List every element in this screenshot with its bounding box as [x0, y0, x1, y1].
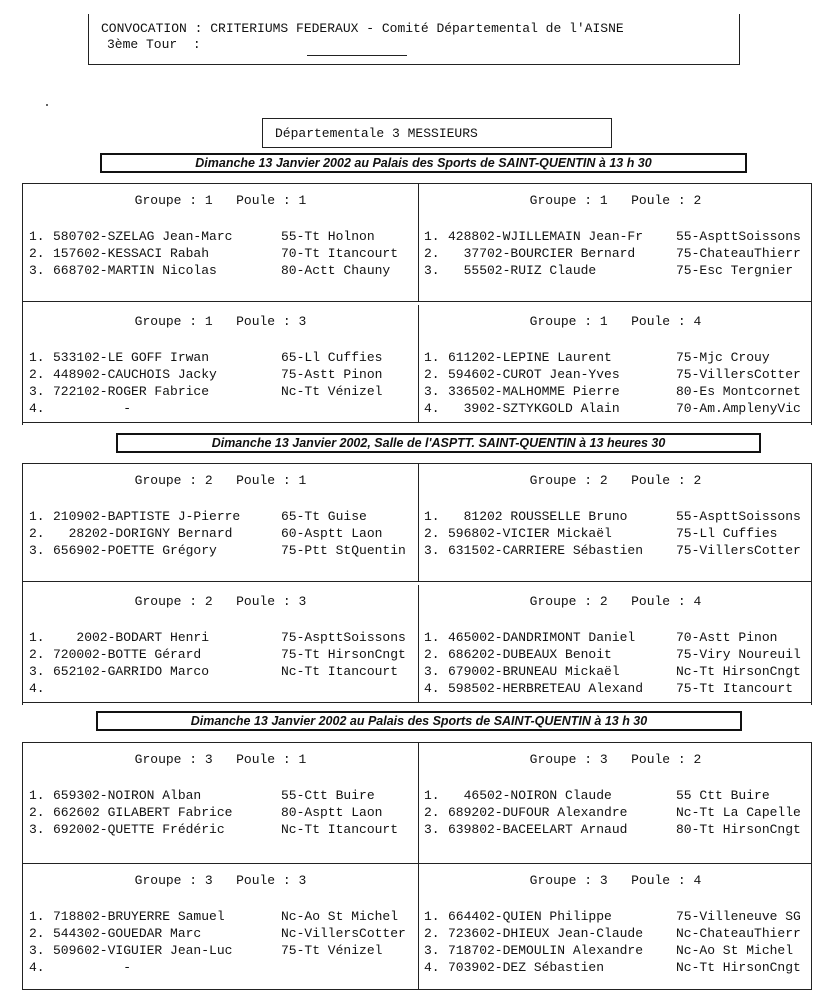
player-club: 75-Viry Noureuil [676, 647, 801, 662]
player-number: 2. [424, 246, 440, 261]
player-number: 3. [29, 943, 45, 958]
poule-row [23, 743, 811, 864]
venue-banner: Dimanche 13 Janvier 2002 au Palais des Sports de SAINT-QUENTIN à 13 h 30 [100, 153, 747, 173]
player-name: 3902-SZTYKGOLD Alain [448, 401, 620, 416]
player-club [281, 680, 418, 697]
player-entry [29, 821, 418, 838]
player-name: 664402-QUIEN Philippe [448, 909, 612, 924]
player-entry [29, 629, 418, 646]
player-club: 75-Astt Pinon [281, 367, 383, 382]
division-title-box [262, 118, 612, 148]
player-entry [424, 262, 813, 279]
player-entry [29, 262, 418, 279]
player-number: 1. [424, 909, 440, 924]
player-club: 60-Asptt Laon [281, 526, 383, 541]
player-entry [424, 383, 813, 400]
player-name: 668702-MARTIN Nicolas [53, 263, 217, 278]
player-club: Nc-VillersCotter [281, 926, 406, 941]
player-name: 28202-DORIGNY Bernard [53, 526, 233, 541]
player-name: - [53, 401, 132, 416]
player-list [29, 908, 418, 976]
group-section [22, 183, 812, 425]
player-entry [424, 821, 813, 838]
player-number: 1. [29, 350, 45, 365]
player-name: - [53, 960, 132, 975]
poule-row [23, 864, 811, 990]
player-club: Nc-Tt HirsonCngt [676, 960, 801, 975]
player-number: 2. [424, 647, 440, 662]
poule-block [23, 864, 418, 982]
poule-title: Groupe : 3 Poule : 3 [134, 873, 307, 888]
group-section [22, 742, 812, 990]
player-entry [424, 525, 813, 542]
player-number: 1. [424, 229, 440, 244]
scan-mark [46, 104, 48, 106]
player-number: 3. [424, 943, 440, 958]
player-name [53, 680, 281, 697]
group-section [22, 463, 812, 705]
venue-banner: Dimanche 13 Janvier 2002, Salle de l'ASPTT. SAINT-QUENTIN à 13 heures 30 [116, 433, 761, 453]
player-club: 75-VillersCotter [676, 367, 801, 382]
poule-title: Groupe : 2 Poule : 1 [134, 473, 307, 488]
poule-block [418, 585, 813, 703]
player-number: 2. [29, 647, 45, 662]
player-entry [29, 366, 418, 383]
convocation-title: CONVOCATION : CRITERIUMS FEDERAUX - Comité Départemental de l'AISNE [101, 21, 624, 36]
player-entry [29, 680, 418, 697]
poule-title: Groupe : 3 Poule : 1 [134, 752, 307, 767]
player-number: 2. [424, 926, 440, 941]
poule-row [23, 464, 811, 582]
player-number: 2. [424, 526, 440, 541]
poule-title: Groupe : 2 Poule : 2 [529, 473, 702, 488]
player-number: 3. [424, 384, 440, 399]
poule-block [418, 305, 813, 423]
player-club: 55-Tt Holnon [281, 229, 375, 244]
player-club: 75-Ptt StQuentin [281, 543, 406, 558]
player-club: 75-Esc Tergnier [676, 263, 794, 278]
player-name: 722102-ROGER Fabrice [53, 384, 210, 399]
player-club: 75-Tt Vénizel [281, 943, 383, 958]
player-club: Nc-Tt HirsonCngt [676, 664, 801, 679]
poule-title: Groupe : 1 Poule : 1 [134, 193, 307, 208]
player-number: 3. [29, 543, 45, 558]
player-name: 703902-DEZ Sébastien [448, 960, 605, 975]
player-number: 3. [424, 543, 440, 558]
player-club: 75-Mjc Crouy [676, 350, 770, 365]
player-club: Nc-Ao St Michel [676, 943, 794, 958]
player-name: 720002-BOTTE Gérard [53, 647, 202, 662]
player-entry [29, 959, 418, 976]
poule-row [23, 305, 811, 423]
player-number: 4. [424, 401, 440, 416]
poule-block [418, 864, 813, 982]
player-number: 3. [29, 384, 45, 399]
player-club: 80-Actt Chauny [281, 263, 391, 278]
poule-block [418, 743, 813, 861]
player-entry [424, 804, 813, 821]
player-club: 75-Tt HirsonCngt [281, 647, 406, 662]
player-entry [424, 646, 813, 663]
player-club: Nc-Tt Itancourt [281, 664, 399, 679]
player-club: Nc-Ao St Michel [281, 909, 399, 924]
player-club: Nc-Tt La Capelle [676, 805, 801, 820]
poule-title: Groupe : 1 Poule : 3 [134, 314, 307, 329]
player-number: 3. [424, 664, 440, 679]
player-list [29, 508, 418, 559]
player-club: 70-Tt Itancourt [281, 246, 399, 261]
player-name: 659302-NOIRON Alban [53, 788, 202, 803]
player-list [29, 629, 418, 697]
player-club: 80-Es Montcornet [676, 384, 801, 399]
player-number: 1. [29, 788, 45, 803]
player-name: 686202-DUBEAUX Benoit [448, 647, 612, 662]
player-entry [29, 383, 418, 400]
player-number: 1. [29, 229, 45, 244]
player-name: 533102-LE GOFF Irwan [53, 350, 210, 365]
player-number: 2. [29, 246, 45, 261]
player-number: 4. [29, 401, 45, 416]
player-entry [424, 925, 813, 942]
player-name: 580702-SZELAG Jean-Marc [53, 229, 233, 244]
player-club: Nc-Tt Itancourt [281, 822, 399, 837]
poule-block [23, 464, 418, 582]
player-number: 1. [424, 509, 440, 524]
player-entry [29, 804, 418, 821]
player-club: 75-AspttSoissons [281, 630, 406, 645]
player-list [29, 228, 418, 279]
player-name: 718802-BRUYERRE Samuel [53, 909, 225, 924]
poule-title: Groupe : 1 Poule : 2 [529, 193, 702, 208]
poule-block [23, 585, 418, 703]
player-number: 1. [424, 788, 440, 803]
player-number: 4. [424, 960, 440, 975]
player-number: 3. [424, 263, 440, 278]
player-club: 75-Ll Cuffies [676, 526, 778, 541]
poule-title: Groupe : 3 Poule : 2 [529, 752, 702, 767]
player-entry [424, 228, 813, 245]
player-name: 336502-MALHOMME Pierre [448, 384, 620, 399]
player-entry [424, 508, 813, 525]
player-entry [424, 942, 813, 959]
player-name: 55502-RUIZ Claude [448, 263, 597, 278]
player-entry [29, 908, 418, 925]
player-name: 594602-CUROT Jean-Yves [448, 367, 620, 382]
player-club: 55-Ctt Buire [281, 788, 375, 803]
player-name: 46502-NOIRON Claude [448, 788, 612, 803]
player-number: 4. [424, 681, 440, 696]
player-club: 55 Ctt Buire [676, 788, 770, 803]
player-number: 2. [424, 367, 440, 382]
player-entry [29, 508, 418, 525]
player-entry [424, 245, 813, 262]
player-entry [29, 525, 418, 542]
player-club: 80-Tt HirsonCngt [676, 822, 801, 837]
player-number: 1. [424, 350, 440, 365]
player-name: 718702-DEMOULIN Alexandre [448, 943, 644, 958]
player-list [424, 908, 813, 976]
player-number: 4. [29, 681, 45, 696]
division-title: Départementale 3 MESSIEURS [275, 126, 478, 141]
convocation-header [88, 14, 740, 65]
player-club: 70-Am.AmplenyVic [676, 401, 801, 416]
player-entry [424, 542, 813, 559]
player-entry [29, 245, 418, 262]
poule-block [418, 184, 813, 302]
player-entry [424, 787, 813, 804]
player-name: 631502-CARRIERE Sébastien [448, 543, 644, 558]
player-number: 3. [29, 263, 45, 278]
poule-block [23, 305, 418, 423]
player-club: 80-Asptt Laon [281, 805, 383, 820]
player-name: 598502-HERBRETEAU Alexand [448, 681, 644, 696]
player-entry [29, 663, 418, 680]
player-name: 448902-CAUCHOIS Jacky [53, 367, 217, 382]
player-entry [424, 349, 813, 366]
player-name: 81202 ROUSSELLE Bruno [448, 509, 628, 524]
tour-underline [307, 55, 407, 56]
player-number: 1. [424, 630, 440, 645]
player-name: 611202-LEPINE Laurent [448, 350, 612, 365]
poule-block [418, 464, 813, 582]
player-number: 3. [29, 822, 45, 837]
player-number: 2. [29, 526, 45, 541]
player-number: 2. [424, 805, 440, 820]
player-entry [29, 787, 418, 804]
player-entry [29, 228, 418, 245]
poule-block [23, 743, 418, 861]
player-name: 679002-BRUNEAU Mickaël [448, 664, 620, 679]
player-club [281, 400, 418, 417]
poule-row [23, 184, 811, 302]
player-list [424, 349, 813, 417]
player-name: 210902-BAPTISTE J-Pierre [53, 509, 241, 524]
player-name: 596802-VICIER Mickaël [448, 526, 612, 541]
player-entry [29, 542, 418, 559]
player-entry [29, 349, 418, 366]
poule-title: Groupe : 3 Poule : 4 [529, 873, 702, 888]
player-entry [424, 663, 813, 680]
poule-title: Groupe : 2 Poule : 3 [134, 594, 307, 609]
player-club: 65-Ll Cuffies [281, 350, 383, 365]
poule-title: Groupe : 1 Poule : 4 [529, 314, 702, 329]
player-number: 1. [29, 630, 45, 645]
player-club: Nc-ChateauThierr [676, 926, 801, 941]
player-entry [424, 366, 813, 383]
player-name: 656902-POETTE Grégory [53, 543, 217, 558]
player-list [424, 508, 813, 559]
player-number: 4. [29, 960, 45, 975]
player-entry [424, 629, 813, 646]
venue-banner: Dimanche 13 Janvier 2002 au Palais des Sports de SAINT-QUENTIN à 13 h 30 [96, 711, 742, 731]
tour-label: 3ème Tour : [107, 37, 201, 52]
player-name: 662602 GILABERT Fabrice [53, 805, 233, 820]
player-number: 3. [424, 822, 440, 837]
player-club: 75-Tt Itancourt [676, 681, 794, 696]
player-list [424, 787, 813, 838]
player-list [424, 629, 813, 697]
player-list [424, 228, 813, 279]
poule-title: Groupe : 2 Poule : 4 [529, 594, 702, 609]
player-entry [29, 646, 418, 663]
poule-row [23, 585, 811, 703]
player-number: 2. [29, 367, 45, 382]
player-name: 652102-GARRIDO Marco [53, 664, 210, 679]
player-name: 157602-KESSACI Rabah [53, 246, 210, 261]
player-entry [29, 925, 418, 942]
player-number: 3. [29, 664, 45, 679]
player-entry [29, 942, 418, 959]
player-name: 689202-DUFOUR Alexandre [448, 805, 628, 820]
poule-block [23, 184, 418, 302]
player-number: 2. [29, 926, 45, 941]
player-name: 639802-BACEELART Arnaud [448, 822, 628, 837]
player-entry [424, 680, 813, 697]
player-name: 544302-GOUEDAR Marc [53, 926, 202, 941]
player-club: Nc-Tt Vénizel [281, 384, 383, 399]
player-entry [424, 400, 813, 417]
player-name: 723602-DHIEUX Jean-Claude [448, 926, 644, 941]
player-club: 55-AspttSoissons [676, 229, 801, 244]
player-number: 1. [29, 909, 45, 924]
player-name: 37702-BOURCIER Bernard [448, 246, 636, 261]
player-list [29, 349, 418, 417]
player-list [29, 787, 418, 838]
player-club: 75-VillersCotter [676, 543, 801, 558]
player-club: 75-Villeneuve SG [676, 909, 801, 924]
player-club: 70-Astt Pinon [676, 630, 778, 645]
player-club [281, 959, 418, 976]
player-entry [424, 908, 813, 925]
player-name: 509602-VIGUIER Jean-Luc [53, 943, 233, 958]
player-number: 1. [29, 509, 45, 524]
player-name: 465002-DANDRIMONT Daniel [448, 630, 636, 645]
player-club: 75-ChateauThierr [676, 246, 801, 261]
player-name: 428802-WJILLEMAIN Jean-Fr [448, 229, 644, 244]
player-entry [29, 400, 418, 417]
player-name: 2002-BODART Henri [53, 630, 210, 645]
player-club: 65-Tt Guise [281, 509, 367, 524]
player-club: 55-AspttSoissons [676, 509, 801, 524]
player-entry [424, 959, 813, 976]
player-number: 2. [29, 805, 45, 820]
player-name: 692002-QUETTE Frédéric [53, 822, 225, 837]
